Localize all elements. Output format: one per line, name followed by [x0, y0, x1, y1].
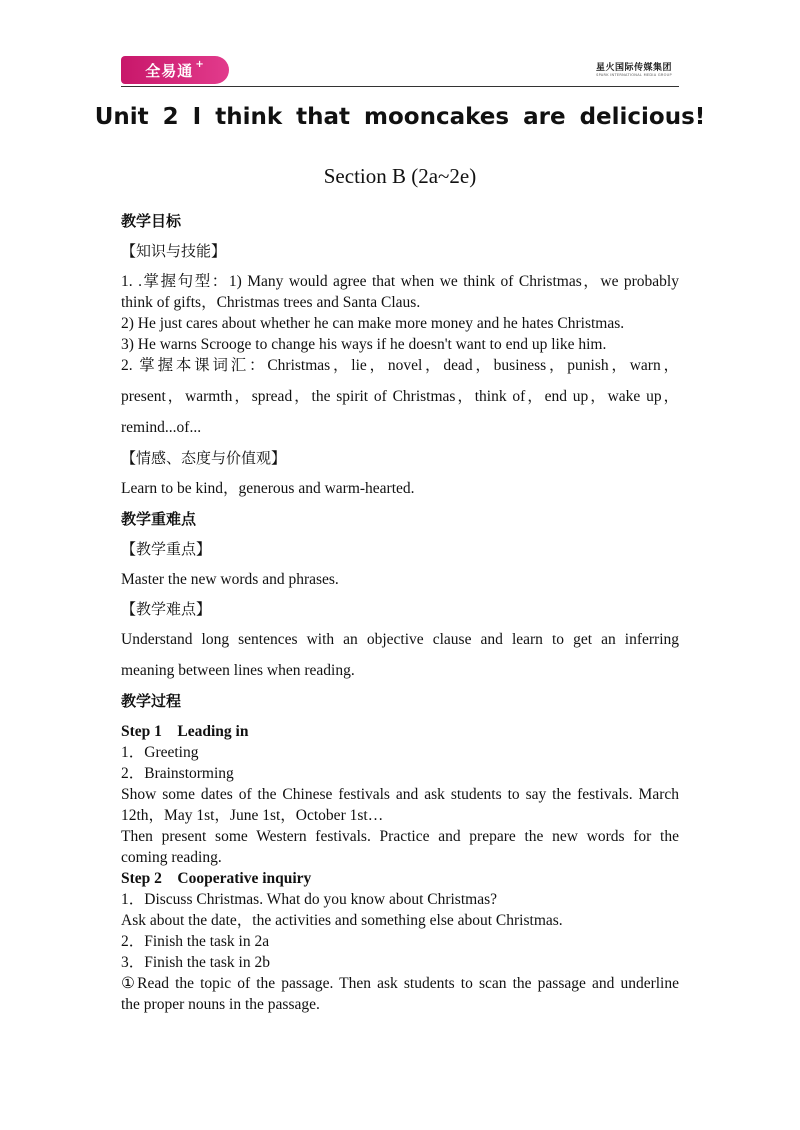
- step-item: 2．Brainstorming: [121, 765, 234, 782]
- step1-heading: Step 1 Leading in: [121, 723, 249, 740]
- step-item: coming reading.: [121, 849, 222, 866]
- emotion-text: Learn to be kind，generous and warm-hearted.: [121, 480, 415, 497]
- logo-text: 全易通: [145, 61, 194, 80]
- difficult-text: meaning between lines when reading.: [121, 662, 355, 679]
- knowledge-line: 1. .掌握句型：1) Many would agree that when we think of Christmas，we probably: [121, 273, 679, 290]
- quanyitong-logo: [121, 56, 229, 84]
- emotion-heading: 【情感、态度与价值观】: [121, 449, 287, 467]
- process-heading: 教学过程: [121, 692, 182, 710]
- page-header: [121, 56, 679, 86]
- step-item: 3．Finish the task in 2b: [121, 954, 270, 971]
- logo-plus-mark: +: [195, 58, 205, 70]
- brand-subtitle: SPARK INTERNATIONAL MEDIA GROUP: [596, 73, 672, 77]
- key-heading: 【教学重点】: [121, 540, 212, 558]
- knowledge-heading: 【知识与技能】: [121, 242, 227, 260]
- step-item: 1．Greeting: [121, 744, 199, 761]
- step-item: 2．Finish the task in 2a: [121, 933, 270, 950]
- step-item: Then present some Western festivals. Practice and prepare the new words for the: [121, 828, 679, 845]
- difficult-text: Understand long sentences with an objective clause and learn to get an inferring: [121, 631, 679, 648]
- header-rule: [121, 86, 679, 87]
- step-item: Show some dates of the Chinese festivals and ask students to say the festivals. March: [121, 786, 679, 803]
- step2-heading: Step 2 Cooperative inquiry: [121, 870, 312, 887]
- vocabulary-line: present，warmth，spread，the spirit of Christmas，think of，end up，wake up，: [121, 388, 679, 405]
- knowledge-line: think of gifts，Christmas trees and Santa Claus.: [121, 294, 421, 311]
- step-item: the proper nouns in the passage.: [121, 996, 320, 1013]
- section-subtitle: Section B (2a~2e): [323, 164, 477, 188]
- knowledge-line: 2) He just cares about whether he can make more money and he hates Christmas.: [121, 315, 625, 332]
- vocabulary-line: 2. 掌握本课词汇：Christmas，lie，novel，dead，business，punish，warn，: [121, 357, 679, 374]
- vocabulary-line: remind...of...: [121, 419, 202, 436]
- difficult-heading: 【教学难点】: [121, 600, 212, 618]
- step-item: 1．Discuss Christmas. What do you know about Christmas?: [121, 891, 497, 908]
- step-item: ①Read the topic of the passage. Then ask students to scan the passage and underline: [121, 975, 679, 992]
- publisher-brand: [589, 60, 679, 77]
- brand-name: 星火国际传媒集团: [595, 63, 672, 73]
- step-item: 12th，May 1st，June 1st，October 1st…: [121, 807, 384, 824]
- goals-heading: 教学目标: [121, 212, 182, 230]
- step-item: Ask about the date，the activities and something else about Christmas.: [121, 912, 563, 929]
- knowledge-line: 3) He warns Scrooge to change his ways if he doesn't want to end up like him.: [121, 336, 607, 353]
- key-text: Master the new words and phrases.: [121, 571, 339, 588]
- unit-title: Unit 2 I think that mooncakes are delicious!: [94, 104, 706, 130]
- keypoints-heading: 教学重难点: [121, 510, 197, 528]
